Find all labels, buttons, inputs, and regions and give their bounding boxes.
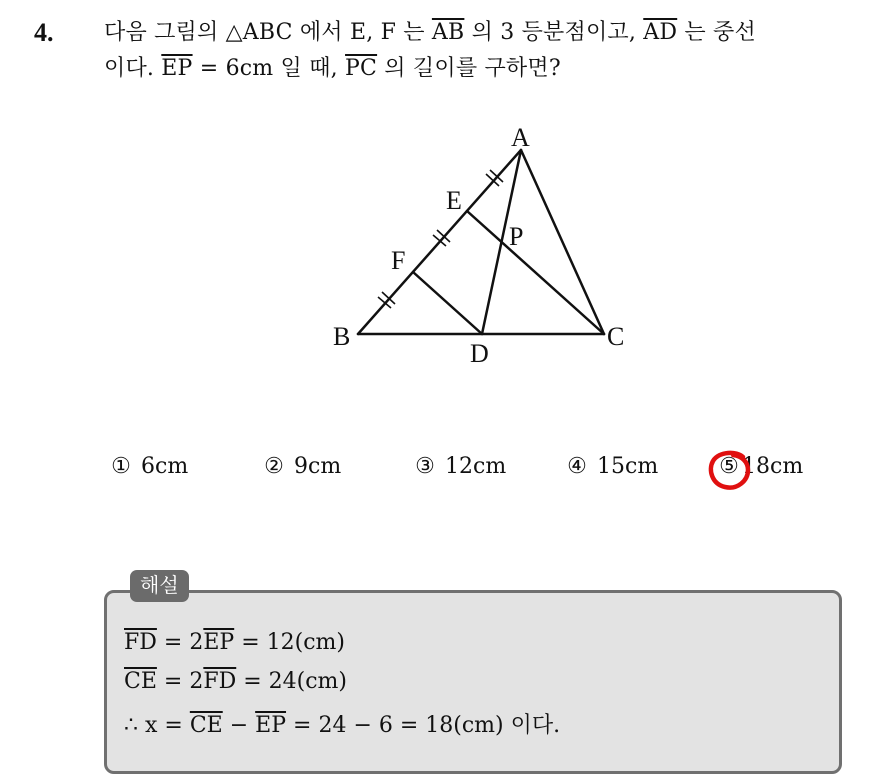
point-label-p: P (509, 222, 524, 251)
segment-label: $\overline{EP}$ (161, 56, 193, 81)
segment-label: $\overline{AB}$ (431, 20, 465, 45)
solution-text: = 2 (156, 669, 204, 694)
segment-label: $\overline{EP}$ (255, 713, 287, 738)
choice-1[interactable] (108, 454, 188, 479)
choice-number: ② (264, 454, 284, 479)
solution-tag: 해설 (130, 570, 189, 602)
solution-text: − (222, 713, 256, 738)
point-label-f: F (391, 246, 406, 275)
point-label-e: E (446, 186, 462, 215)
question-number: 4. (34, 18, 54, 47)
choice-text: 12cm (445, 454, 507, 479)
question-text: = 6cm 일 때, (192, 56, 346, 81)
point-label-d: D (470, 339, 489, 368)
choice-2[interactable] (261, 454, 341, 479)
solution-text: = 12(cm) (234, 630, 345, 655)
vertex-label-a: A (511, 123, 530, 152)
question-text: 의 길이를 구하면? (377, 56, 561, 81)
side-ab (358, 150, 524, 334)
solution-text: ∴ x = (124, 713, 190, 738)
segment-label: $\overline{CE}$ (124, 669, 157, 694)
choice-3[interactable] (412, 454, 506, 479)
question-text: 의 3 등분점이고, (464, 20, 644, 45)
segment-label: $\overline{PC}$ (345, 56, 378, 81)
segment-label: $\overline{FD}$ (203, 669, 237, 694)
choice-number: ③ (415, 454, 435, 479)
vertex-label-b: B (333, 322, 351, 351)
choice-number: ① (111, 454, 131, 479)
segment-label: $\overline{EP}$ (203, 630, 235, 655)
segment-label: $\overline{AD}$ (643, 20, 678, 45)
solution-line-3 (124, 708, 560, 739)
choice-number: ⑤ (719, 454, 739, 479)
question-text: 는 중선 (677, 20, 756, 45)
segment-label: $\overline{CE}$ (189, 713, 223, 738)
vertex-label-c: C (607, 322, 625, 351)
solution-text: = 24 − 6 = 18(cm) 이다. (286, 713, 561, 738)
choice-text: 9cm (294, 454, 342, 479)
solution-line-1 (124, 630, 345, 655)
choice-text: 6cm (141, 454, 189, 479)
choice-number: ④ (567, 454, 587, 479)
segment-label: $\overline{FD}$ (124, 630, 157, 655)
question-text: 다음 그림의 △ABC 에서 E, F 는 (104, 20, 432, 45)
segment-fd (413, 272, 482, 334)
solution-text: = 2 (156, 630, 204, 655)
solution-line-2 (124, 669, 347, 694)
answer-circle-mark (707, 448, 755, 492)
side-ac (521, 150, 604, 334)
choice-text: 18cm (742, 454, 804, 479)
choice-text: 15cm (597, 454, 659, 479)
choice-4[interactable] (564, 454, 658, 479)
answer-ring (711, 453, 748, 488)
segment-ec (467, 211, 604, 334)
solution-text: = 24(cm) (236, 669, 347, 694)
question-text: 이다. (104, 56, 162, 81)
